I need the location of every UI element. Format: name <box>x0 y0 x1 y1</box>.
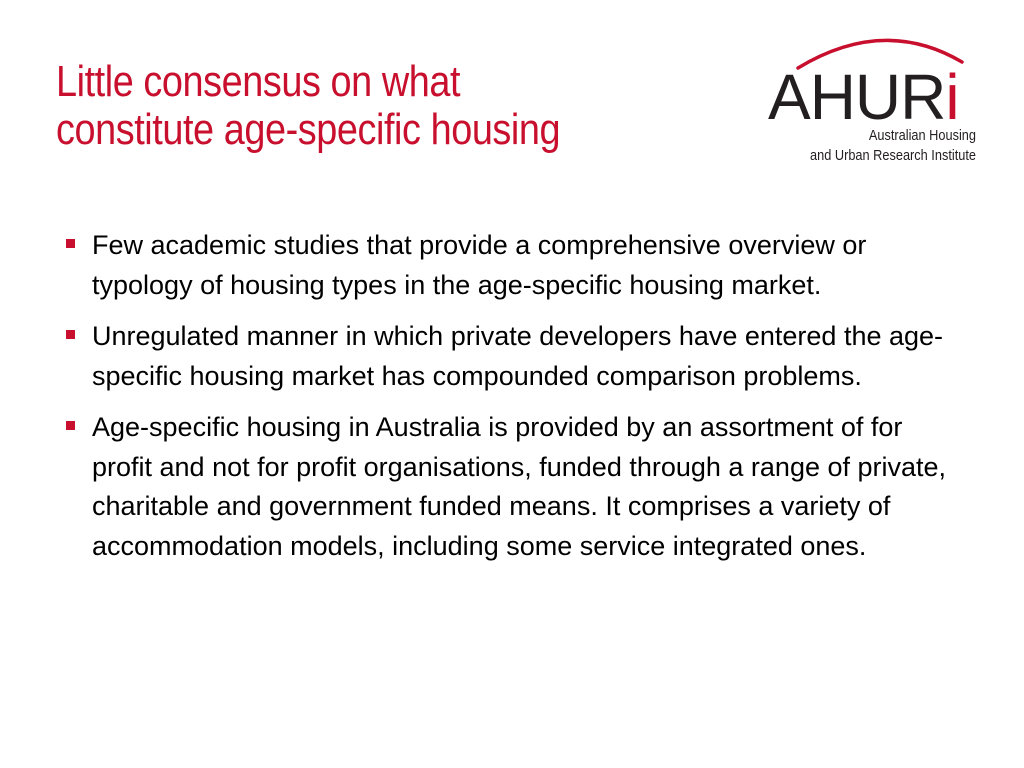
logo-wordmark-accent: i <box>945 61 959 133</box>
logo-wordmark <box>768 62 959 132</box>
bullet-list <box>60 226 960 578</box>
square-bullet-icon <box>66 239 75 248</box>
bullet-item-2 <box>60 317 960 396</box>
logo-subtitle-line-2: and Urban Research Institute <box>810 148 976 164</box>
bullet-text-2: Unregulated manner in which private developers have entered the age-specific housing market has compounded comparison problems. <box>92 321 944 391</box>
bullet-item-3 <box>60 408 960 566</box>
logo-wordmark-main: AHUR <box>768 61 946 133</box>
slide-title-line-1: Little consensus on what <box>56 57 461 106</box>
square-bullet-icon <box>66 330 75 339</box>
slide-title-line-2: constitute age-specific housing <box>56 105 561 154</box>
bullet-text-1: Few academic studies that provide a comprehensive overview or typology of housing types in the age-specific housing market. <box>92 230 867 300</box>
logo-subtitle-line-1: Australian Housing <box>868 128 976 144</box>
logo-subtitle <box>789 126 976 166</box>
ahuri-logo <box>764 22 984 172</box>
square-bullet-icon <box>66 421 75 430</box>
bullet-item-1 <box>60 226 960 305</box>
bullet-text-3: Age-specific housing in Australia is provided by an assortment of for profit and not for profit organisations, funded through a range of private, charitable and government funded means. It comprises a variety of accommodation models, including some service integrated ones. <box>92 412 947 561</box>
slide-title <box>56 58 641 154</box>
